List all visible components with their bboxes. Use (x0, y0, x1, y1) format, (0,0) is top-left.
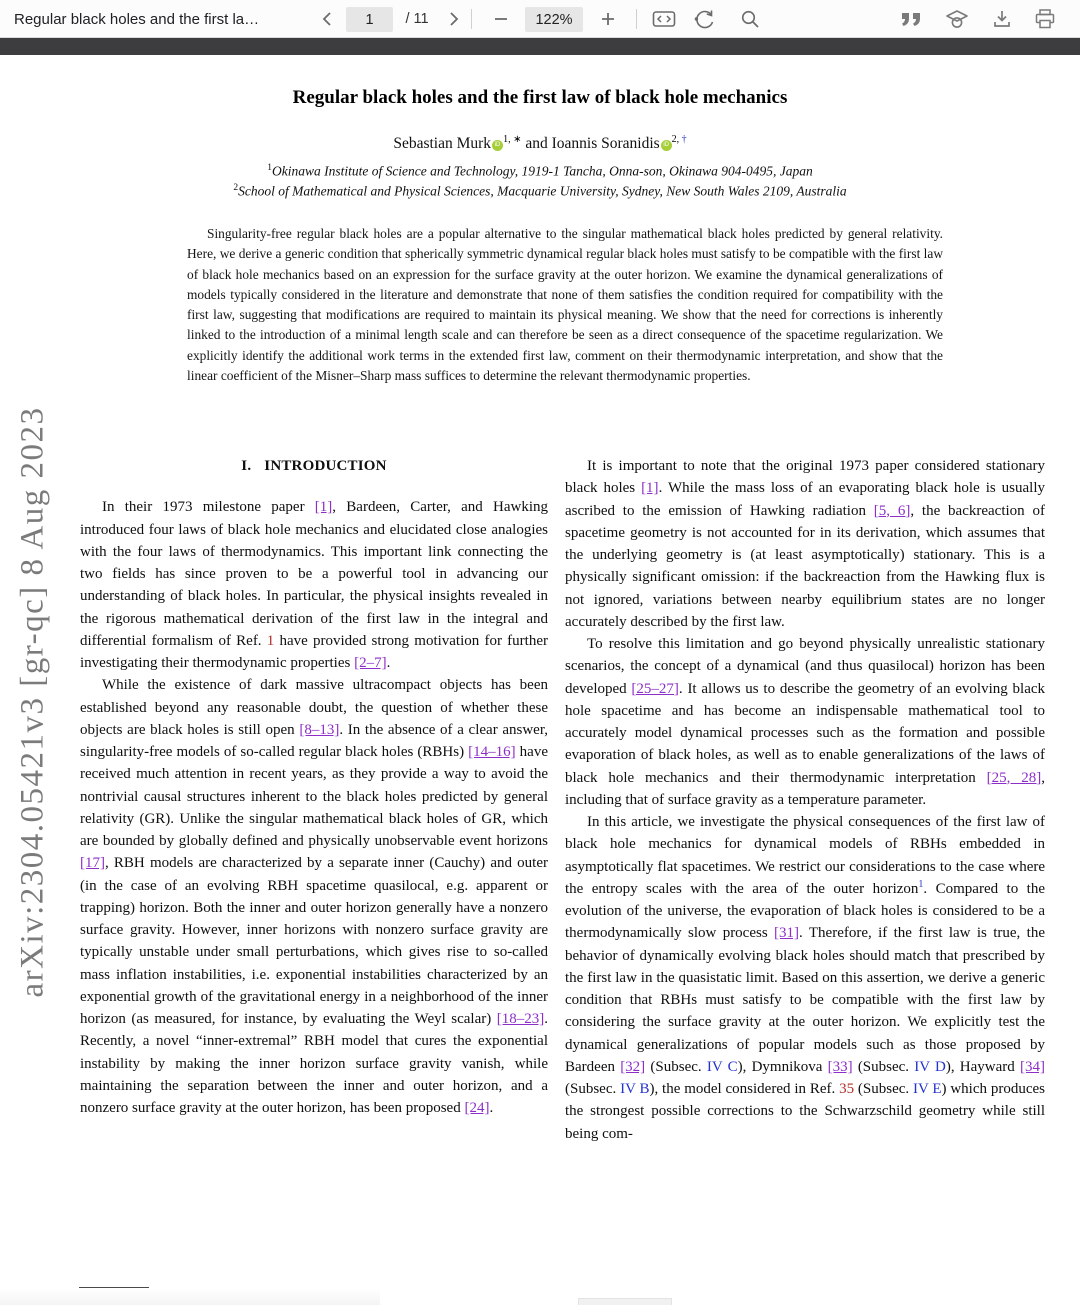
section-number: I. (241, 458, 252, 474)
page-count-label: / 11 (405, 11, 429, 27)
text-span: While the existence of dark massive ultracompact objects has been established beyond any reasonable doubt, the question of whether these objects are black holes is still open (80, 677, 548, 738)
search-icon (740, 9, 760, 29)
citation-link[interactable]: [32] (620, 1058, 646, 1075)
text-span: , Bardeen, Carter, and Hawking introduced four laws of black hole mechanics and elucidated close analogies with the four laws of thermodynamics. This important link connecting the two fields has since proven to be a powerful tool in advancing our understanding of black holes. In particular, the physical insights revealed in the rigorous mathematical derivation of the first law in the integral and differential formalism of Ref. (80, 499, 548, 649)
text-span: , the backreaction of spacetime geometry is not accounted for in its derivation, which assumes that the underlying geometry is (at least asymptotically) stationary. This is a physically significant omission: if the backreaction from the Hawking flux is not ignored, variations between nearby equilibrium states are no longer accurately described by the first law. (565, 502, 1045, 630)
footnote-link-box (578, 1298, 672, 1305)
text-span: . Therefore, if the first law is true, the behavior of dynamically evolving black holes should match that prescribed by the first law in the quasistatic limit. Based on this assertion, we derive a generic condition that RBHs must satisfy to be compatible with the first law by considering the surface gravity at the outer horizon. We explicitly test the dynamical generalizations of popular models such as those proposed by Bardeen (565, 925, 1045, 1075)
subsection-link[interactable]: IV B (620, 1081, 650, 1097)
authors-line (0, 134, 1080, 153)
subsection-link[interactable]: IV E (912, 1081, 942, 1097)
citation-link[interactable]: [18–23] (496, 1011, 545, 1027)
text-span: ), the model considered in Ref. (649, 1081, 840, 1097)
print-button[interactable] (1031, 0, 1059, 38)
citation-link[interactable]: [24] (464, 1100, 490, 1116)
next-page-button[interactable] (440, 0, 468, 38)
chevron-right-icon (448, 12, 460, 26)
abstract: Singularity-free regular black holes are a popular alternative to the singular mathematical black holes predicted by general relativity. Here, we derive a generic condition that spherically symmetric dynamical regular black holes must satisfy to be compatible with the first law of black hole mechanics based on an expression for the surface gravity at the outer horizon. We examine the dynamical generalizations of models typically considered in the literature and demonstrate that none of them satisfies the condition required for compatibility with the first law, suggesting that modifications are required to maintain its physical meaning. We show that the need for corrections is inherently linked to the introduction of a minimal length scale and can therefore be seen as a direct consequence of the spacetime regularization. We explicitly identify the additional work terms in the extended first law, comment on their thermodynamic interpretation, and show that the linear coefficient of the Misner–Sharp mass suffices to determine the relevant thermodynamic properties. (187, 226, 943, 384)
text-span: In this article, we investigate the physical consequences of the first law of black hole mechanics for dynamical models of RBHs embedded in asymptotically flat spacetimes. We restrict our considerations to the case where the entropy scales with the area of the outer horizon (565, 814, 1045, 897)
citation-link[interactable]: [25, 28] (986, 769, 1042, 786)
affiliation-text: School of Mathematical and Physical Sciences, Macquarie University, Sydney, New South Wales 2109, Australia (238, 183, 847, 199)
section-heading (80, 455, 548, 477)
orcid-icon[interactable]: iD (661, 140, 672, 151)
author-name: Sebastian Murk (393, 135, 492, 153)
affiliation (0, 163, 1080, 180)
author-name: Ioannis Soranidis (551, 135, 660, 153)
citation-link[interactable]: [8–13] (299, 721, 340, 738)
pdf-viewer-toolbar (0, 0, 1080, 38)
reference-number: 1 (266, 632, 275, 649)
arxiv-stamp: arXiv:2304.05421v3 [gr-qc] 8 Aug 2023 (14, 406, 51, 998)
citation-link[interactable]: [14–16] (468, 744, 516, 760)
minus-icon (493, 11, 509, 27)
quote-icon (900, 10, 924, 28)
citation-link[interactable]: [2–7] (354, 655, 387, 671)
paragraph (80, 674, 548, 1119)
print-icon (1034, 8, 1056, 30)
text-span: (Subsec. (565, 1081, 621, 1097)
subsection-link[interactable]: IV D (914, 1058, 946, 1075)
download-button[interactable] (988, 0, 1016, 38)
text-span: . Compared to the evolution of the universe, the evaporation of black holes is considered to be a thermodynamically slow process (565, 880, 1045, 942)
text-span: . (386, 655, 391, 671)
search-button[interactable] (736, 0, 764, 38)
left-column-text (80, 496, 548, 1119)
text-span: (Subsec. (852, 1058, 915, 1075)
rotate-icon (693, 9, 715, 29)
author-connector: and (521, 135, 552, 153)
citation-link[interactable]: [1] (641, 480, 659, 497)
paragraph (565, 633, 1045, 811)
previous-page-button[interactable] (313, 0, 341, 38)
text-span: , including that of surface gravity as a temperature parameter. (565, 769, 1045, 808)
text-span: To resolve this limitation and go beyond physically unrealistic stationary scenarios, the concept of a dynamical (and thus quasilocal) horizon has been developed (565, 636, 1045, 697)
right-column (565, 455, 1045, 1145)
affiliation-number: 1 (267, 163, 272, 173)
zoom-in-button[interactable] (594, 0, 622, 38)
citation-link[interactable]: [1] (314, 499, 333, 516)
text-span: . In the absence of a clear answer, singularity-free models of so-called regular black holes (RBHs) (80, 721, 548, 760)
text-span: . It allows us to describe the geometry of an evolving black hole spacetime and has become an indispensable mathematical tool to accurately model dynamical processes such as the formation and possible evaporation of black holes, as well as to enable generalizations of the laws of black hole mechanics and their thermodynamic interpretation (565, 680, 1046, 786)
affiliation (0, 183, 1080, 200)
citation-link[interactable]: [25–27] (631, 680, 679, 697)
reader-mode-button[interactable] (943, 0, 971, 38)
citation-link[interactable]: [33] (827, 1058, 853, 1075)
fit-width-icon (652, 10, 676, 28)
page-bottom-shade (0, 1289, 380, 1305)
paragraph (565, 811, 1045, 1145)
document-title: Regular black holes and the first la… (14, 10, 260, 28)
zoom-out-button[interactable] (487, 0, 515, 38)
text-span: have provided strong motivation for further investigating their thermodynamic properties (80, 632, 548, 671)
text-span: (Subsec. (645, 1058, 707, 1075)
footnote-link[interactable]: 1 (918, 878, 924, 890)
graduation-cap-icon (944, 8, 970, 30)
viewer-background-strip (0, 38, 1080, 55)
fit-width-button[interactable] (650, 0, 678, 38)
text-span: ), Dymnikova (737, 1058, 828, 1075)
left-column (80, 455, 548, 1119)
author-footnote-marker: 1, ∗ (503, 134, 522, 145)
toolbar-divider (471, 9, 472, 29)
paragraph (80, 496, 548, 674)
toolbar-divider (636, 9, 637, 29)
citation-link[interactable]: [31] (774, 925, 800, 942)
text-span: , RBH models are characterized by a separate inner (Cauchy) and outer (in the case of an evolving RBH spacetime quasilocal, e.g. apparent or trapping) horizon. Both the inner and outer horizon generally have a nonzero surface gravity. However, inner horizons with nonzero surface gravity are typically unstable under small perturbations, which gives rise to so-called mass inflation instabilities, i.e. exponential instabilities characterized by an exponential growth of the gravitational energy in a neighborhood of the inner horizon (as measured, for instance, by evaluating the Weyl scalar) (80, 855, 548, 1027)
annotations-button[interactable] (898, 0, 926, 38)
pdf-page (0, 55, 1080, 1305)
citation-link[interactable]: [17] (80, 855, 105, 872)
citation-link[interactable]: [34] (1020, 1058, 1045, 1075)
orcid-icon[interactable]: iD (492, 140, 503, 151)
rotate-button[interactable] (690, 0, 718, 38)
citation-link[interactable]: [5, 6] (873, 502, 911, 519)
paper-title: Regular black holes and the first law of black hole mechanics (292, 87, 788, 108)
affiliation-text: Okinawa Institute of Science and Technology, 1919-1 Tancha, Onna-son, Okinawa 904-0495, Japan (271, 163, 813, 179)
page-number-input[interactable]: 1 (346, 7, 393, 32)
affiliation-number: 2 (233, 183, 239, 193)
footnote-rule (79, 1287, 149, 1288)
author-footnote-marker: 2, (671, 134, 682, 145)
author-dagger-link[interactable]: † (681, 134, 687, 145)
text-span: It is important to note that the original 1973 paper considered stationary black holes (565, 458, 1045, 497)
zoom-level-display[interactable]: 122% (525, 7, 583, 32)
right-column-text (565, 455, 1045, 1145)
paragraph (565, 455, 1045, 633)
reference-number: 35 (839, 1081, 855, 1097)
text-span: ), Hayward (945, 1058, 1020, 1075)
text-span: have received much attention in recent years, as they provide a way to avoid the nontrivial causal structures inherent to the black holes predicted by general relativity (GR). Unlike the singular mathematical black holes of GR, which are bounded by globally defined and physically unobservable event horizons (80, 744, 548, 849)
text-span: ) which produces the strongest possible corrections to the Schwarzschild geometry while still being com- (565, 1081, 1045, 1142)
subsection-link[interactable]: IV C (706, 1058, 738, 1075)
text-span: . (489, 1100, 494, 1116)
plus-icon (600, 11, 616, 27)
section-title: INTRODUCTION (264, 458, 387, 474)
text-span: . Recently, a novel “inner-extremal” RBH model that cures the exponential instability by making the inner horizon surface gravity vanish, while maintaining the separation between the inner and outer horizon, and a nonzero surface gravity at the outer horizon, has been proposed (80, 1011, 548, 1116)
download-icon (992, 9, 1012, 29)
chevron-left-icon (321, 12, 333, 26)
text-span: . While the mass loss of an evaporating black hole is usually ascribed to the emission of Hawking radiation (565, 480, 1045, 519)
text-span: In their 1973 milestone paper (102, 499, 315, 516)
text-span: (Subsec. (854, 1081, 913, 1097)
